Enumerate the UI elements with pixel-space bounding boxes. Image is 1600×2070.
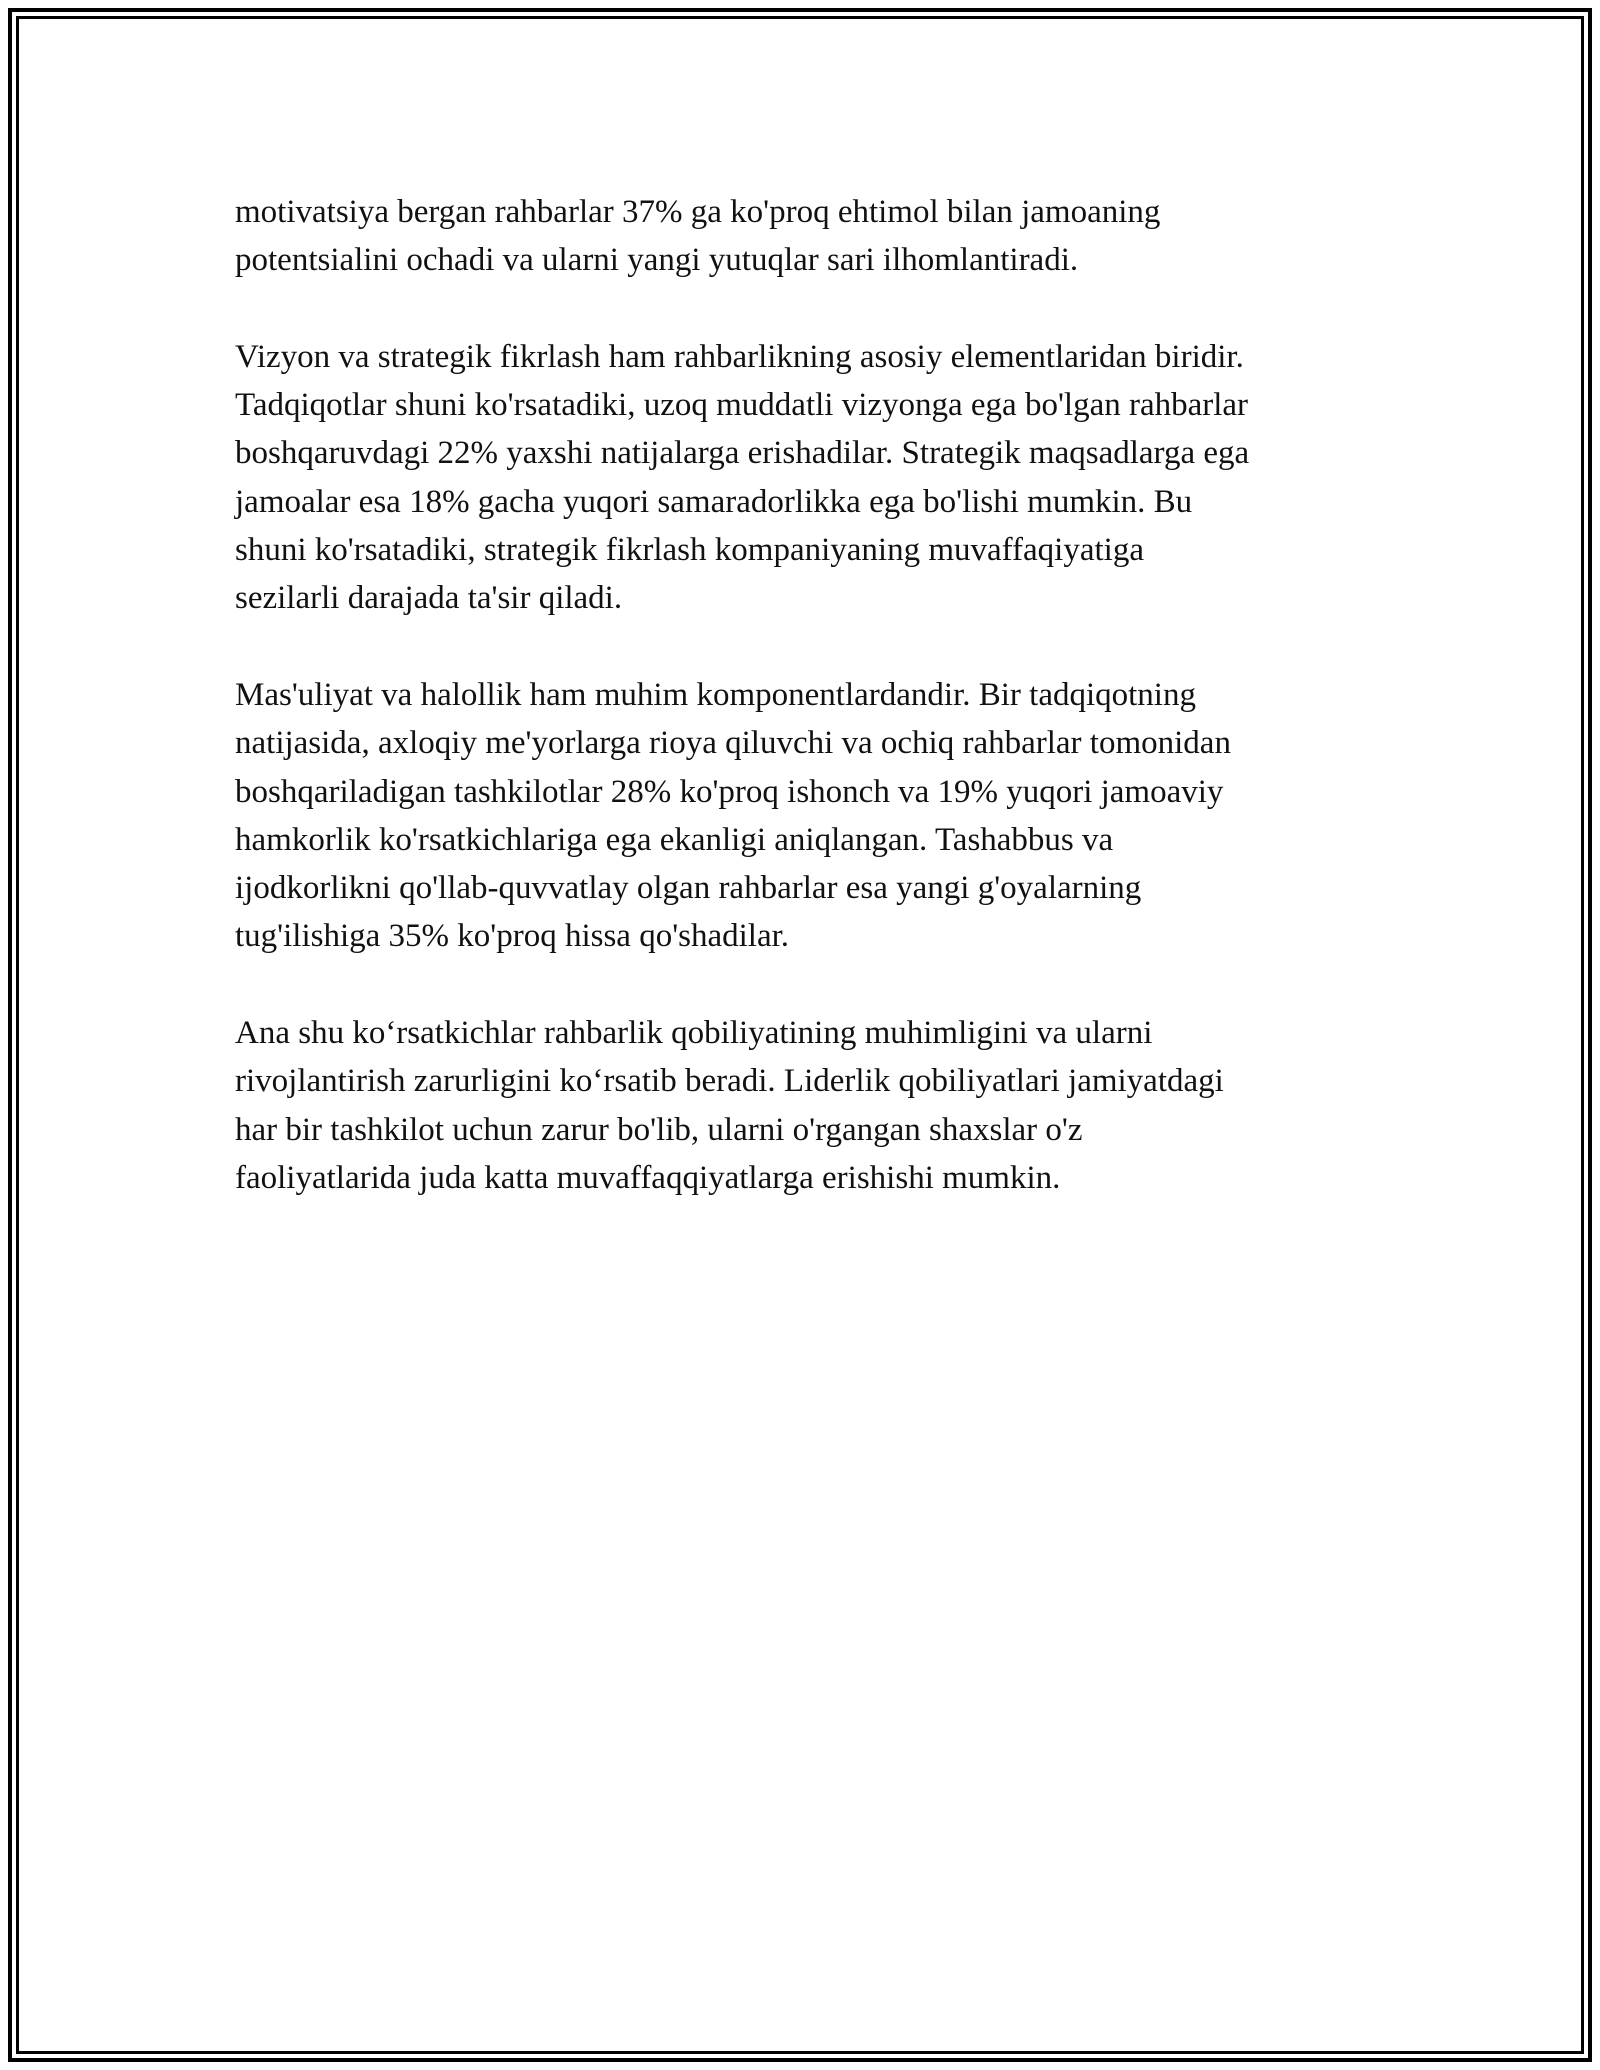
text-line: ijodkorlikni qo'llab-quvvatlay olgan rahbarlar esa yangi g'oyalarning bbox=[235, 870, 1142, 907]
text-line: sezilarli darajada ta'sir qiladi. bbox=[235, 580, 623, 617]
text-line: har bir tashkilot uchun zarur bo'lib, ularni o'rgangan shaxslar o'z bbox=[235, 1111, 1083, 1148]
text-line: Vizyon va strategik fikrlash ham rahbarlikning asosiy elementlaridan biridir. bbox=[235, 338, 1244, 375]
text-line: rivojlantirish zarurligini ko‘rsatib beradi. Liderlik qobiliyatlari jamiyatdagi bbox=[235, 1063, 1224, 1100]
text-line: Tadqiqotlar shuni ko'rsatadiki, uzoq muddatli vizyonga ega bo'lgan rahbarlar bbox=[235, 387, 1249, 424]
text-line: boshqaruvdagi 22% yaxshi natijalarga erishadilar. Strategik maqsadlarga ega bbox=[235, 435, 1250, 472]
document-body bbox=[235, 188, 1385, 1251]
text-line: motivatsiya bergan rahbarlar 37% ga ko'proq ehtimol bilan jamoaning bbox=[235, 194, 1161, 230]
paragraph-responsibility bbox=[235, 671, 1385, 961]
text-line: natijasida, axloqiy me'yorlarga rioya qiluvchi va ochiq rahbarlar tomonidan bbox=[235, 725, 1231, 762]
text-line: Ana shu ko‘rsatkichlar rahbarlik qobiliyatining muhimligini va ularni bbox=[235, 1015, 1153, 1052]
text-line: jamoalar esa 18% gacha yuqori samaradorlikka ega bo'lishi mumkin. Bu bbox=[235, 483, 1193, 520]
text-line: boshqariladigan tashkilotlar 28% ko'proq ishonch va 19% yuqori jamoaviy bbox=[235, 773, 1224, 810]
text-line: potentsialini ochadi va ularni yangi yutuqlar sari ilhomlantiradi. bbox=[235, 242, 1079, 279]
text-line: faoliyatlarida juda katta muvaffaqqiyatlarga erishishi mumkin. bbox=[235, 1159, 1061, 1196]
text-line: Mas'uliyat va halollik ham muhim komponentlardandir. Bir tadqiqotning bbox=[235, 676, 1196, 713]
text-line: tug'ilishiga 35% ko'proq hissa qo'shadilar. bbox=[235, 918, 790, 955]
paragraph-motivation bbox=[235, 188, 1385, 285]
text-line: shuni ko'rsatadiki, strategik fikrlash kompaniyaning muvaffaqiyatiga bbox=[235, 532, 1144, 569]
text-line: hamkorlik ko'rsatkichlariga ega ekanligi aniqlangan. Tashabbus va bbox=[235, 821, 1114, 858]
paragraph-vision bbox=[235, 333, 1385, 623]
paragraph-conclusion bbox=[235, 1009, 1385, 1202]
